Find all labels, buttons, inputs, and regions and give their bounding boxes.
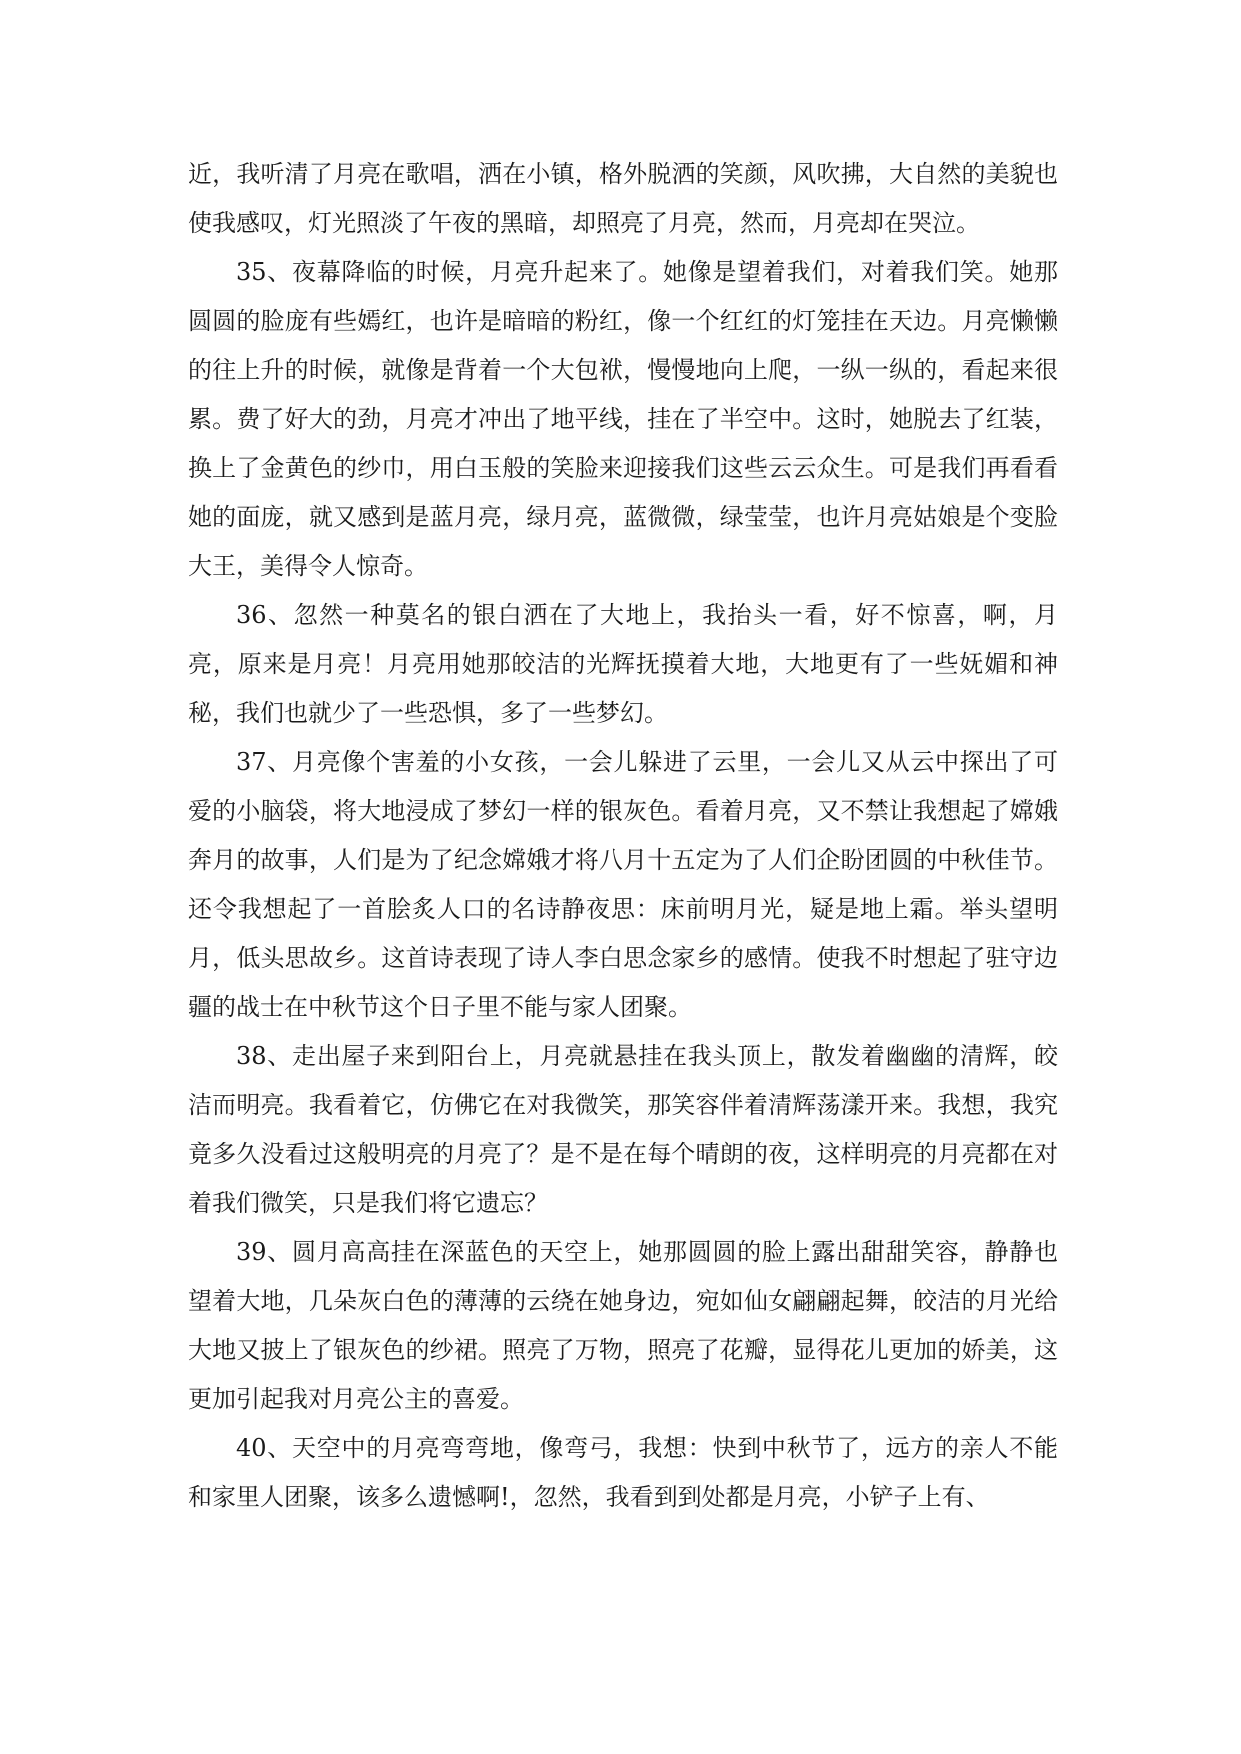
- paragraph-40: 40、天空中的月亮弯弯地，像弯弓，我想：快到中秋节了，远方的亲人不能和家里人团聚，该多么遗憾啊!，忽然，我看到到处都是月亮，小铲子上有、: [188, 1434, 1058, 1511]
- body-text: [188, 150, 1058, 1522]
- paragraph-continued: 近，我听清了月亮在歌唱，洒在小镇，格外脱洒的笑颜，风吹拂，大自然的美貌也使我感叹，灯光照淡了午夜的黑暗，却照亮了月亮，然而，月亮却在哭泣。: [188, 160, 1058, 237]
- paragraph-37: 37、月亮像个害羞的小女孩，一会儿躲进了云里，一会儿又从云中探出了可爱的小脑袋，将大地浸成了梦幻一样的银灰色。看着月亮，又不禁让我想起了嫦娥奔月的故事，人们是为了纪念嫦娥才将八月十五定为了人们企盼团圆的中秋佳节。还令我想起了一首脍炙人口的名诗静夜思：床前明月光，疑是地上霜。举头望明月，低头思故乡。这首诗表现了诗人李白思念家乡的感情。使我不时想起了驻守边疆的战士在中秋节这个日子里不能与家人团聚。: [188, 748, 1058, 1021]
- paragraph-35: 35、夜幕降临的时候，月亮升起来了。她像是望着我们，对着我们笑。她那圆圆的脸庞有些嫣红，也许是暗暗的粉红，像一个红红的灯笼挂在天边。月亮懒懒的往上升的时候，就像是背着一个大包袱，慢慢地向上爬，一纵一纵的，看起来很累。费了好大的劲，月亮才冲出了地平线，挂在了半空中。这时，她脱去了红装，换上了金黄色的纱巾，用白玉般的笑脸来迎接我们这些云云众生。可是我们再看看她的面庞，就又感到是蓝月亮，绿月亮，蓝微微，绿莹莹，也许月亮姑娘是个变脸大王，美得令人惊奇。: [188, 258, 1058, 580]
- paragraph-36: 36、忽然一种莫名的银白洒在了大地上，我抬头一看，好不惊喜，啊，月亮，原来是月亮！月亮用她那皎洁的光辉抚摸着大地，大地更有了一些妩媚和神秘，我们也就少了一些恐惧，多了一些梦幻。: [188, 601, 1058, 727]
- paragraph-38: 38、走出屋子来到阳台上，月亮就悬挂在我头顶上，散发着幽幽的清辉，皎洁而明亮。我看着它，仿佛它在对我微笑，那笑容伴着清辉荡漾开来。我想，我究竟多久没看过这般明亮的月亮了？是不是在每个晴朗的夜，这样明亮的月亮都在对着我们微笑，只是我们将它遗忘？: [188, 1042, 1058, 1217]
- paragraph-39: 39、圆月高高挂在深蓝色的天空上，她那圆圆的脸上露出甜甜笑容，静静也望着大地，几朵灰白色的薄薄的云绕在她身边，宛如仙女翩翩起舞，皎洁的月光给大地又披上了银灰色的纱裙。照亮了万物，照亮了花瓣，显得花儿更加的娇美，这更加引起我对月亮公主的喜爱。: [188, 1238, 1058, 1413]
